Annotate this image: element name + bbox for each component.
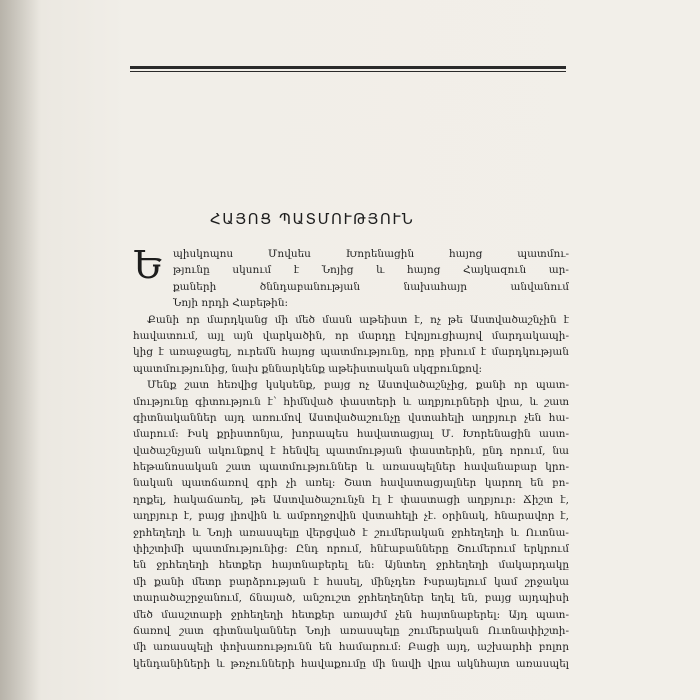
text-line: ճառով շատ գիտնականներ Նոյի առասպելը շումերական Ուտնափիշտի- <box>133 624 569 637</box>
page-gutter-shadow <box>0 0 40 700</box>
text-line: քաների ծննդաբանության նախահայր անվանում <box>173 280 569 293</box>
header-rule-thin <box>130 71 566 72</box>
text-line: մի առասպելի փոխառությունն են համարում: Բացի այդ, աշխարհի բոլոր <box>133 641 569 654</box>
text-line: փիշտիմի պատմությունից: Ընդ որում, հնէաբանները Շումերում երկրում <box>133 543 569 556</box>
text-line: պիսկոպոս Մովսես Խորենացին հայոց պատմու- <box>173 248 569 260</box>
text-line: Քանի որ մարդկանց մի մեծ մասն աթեիստ է, ոչ թե Աստվածաշնչին է <box>147 313 569 326</box>
body-text <box>133 243 569 672</box>
text-line: են ջրհեղեղի հետքեր հայտնաբերել են: Այնտեղ ջրհեղեղի մակարդակը <box>133 559 569 572</box>
text-line: նական պատճառով գրի չի առել: Շատ հավատացյալներ կարող են բո- <box>133 477 569 490</box>
text-line: պատմությունից, նախ քննարկենք աթեիստական սկզբունքով: <box>133 362 483 375</box>
chapter-title: ՀԱՅՈՑ ՊԱՏՄՈՒԹՅՈՒՆ <box>210 210 415 228</box>
text-line: կից է առաջացել, ուրեմն հայոց պատմությունը, որը բխում է մարդկության <box>133 346 569 359</box>
text-line: գիտնականներ այդ առումով Աստվածաշունչը վստահելի աղբյուր չեն հա- <box>133 411 569 424</box>
text-line: հավատում, այլ այն վարկածին, որ մարդը էվոլյուցիայով մարդակապի- <box>133 329 569 342</box>
header-rule-thick <box>130 66 566 69</box>
text-line: հեթանոսական շատ պատմություններ և առասպելներ հավանաբար կրո- <box>133 461 569 474</box>
text-line: մարում: Իսկ քրիստոնյա, խորապես հավատացյալ Մ. Խորենացին աստ- <box>133 428 569 441</box>
text-line: կենդանիների և թռչունների հավաքումը մի նավի վրա ակնհայտ առասպել <box>133 657 569 670</box>
text-line: ղոքել, հակաճառել, թե Աստվածաշունչն էլ է փաստացի աղբյուր: Ճիշտ է, <box>133 493 569 506</box>
text-line: Նոյի որդի Հաբեթին: <box>173 297 289 310</box>
text-line: մությունը գիտություն է՝ հիմնված փաստերի և աղբյուրների վրա, և շատ <box>133 395 569 408</box>
text-line: մի քանի մետր բարձրության է հասել, մինչդեռ Իսրայելում կամ շրջակա <box>133 575 569 588</box>
text-line: Մենք շատ հեռվից կսկսենք, բայց ոչ Աստվածաշնչից, քանի որ պատ- <box>147 379 569 392</box>
text-line: մեծ մասշտաբի ջրհեղեղի հետքեր առայժմ չեն հայտնաբերել: Այդ պատ- <box>133 608 569 621</box>
text-line: աղբյուր է, բայց լիովին և ամբողջովին վստահելի չէ. օրինակ, հնարավոր է, <box>133 510 569 523</box>
drop-cap: Ե <box>133 243 164 287</box>
text-line: թյունը սկսում է Նոյից և հայոց Հայկազուն ար- <box>173 264 569 277</box>
text-line: ջրհեղեղի և Նոյի առասպելը վերցված է շումերական ջրհեղեղի և Ուտնա- <box>133 526 569 539</box>
text-line: տարածաշրջանում, ճնայած, անշուշտ ջրհեղեղներ եղել են, բայց այդպիսի <box>133 592 569 605</box>
text-line: վածաշնչյան ակունքով է հենվել պատմության փաստերին, ընդ որում, նա <box>133 444 569 457</box>
